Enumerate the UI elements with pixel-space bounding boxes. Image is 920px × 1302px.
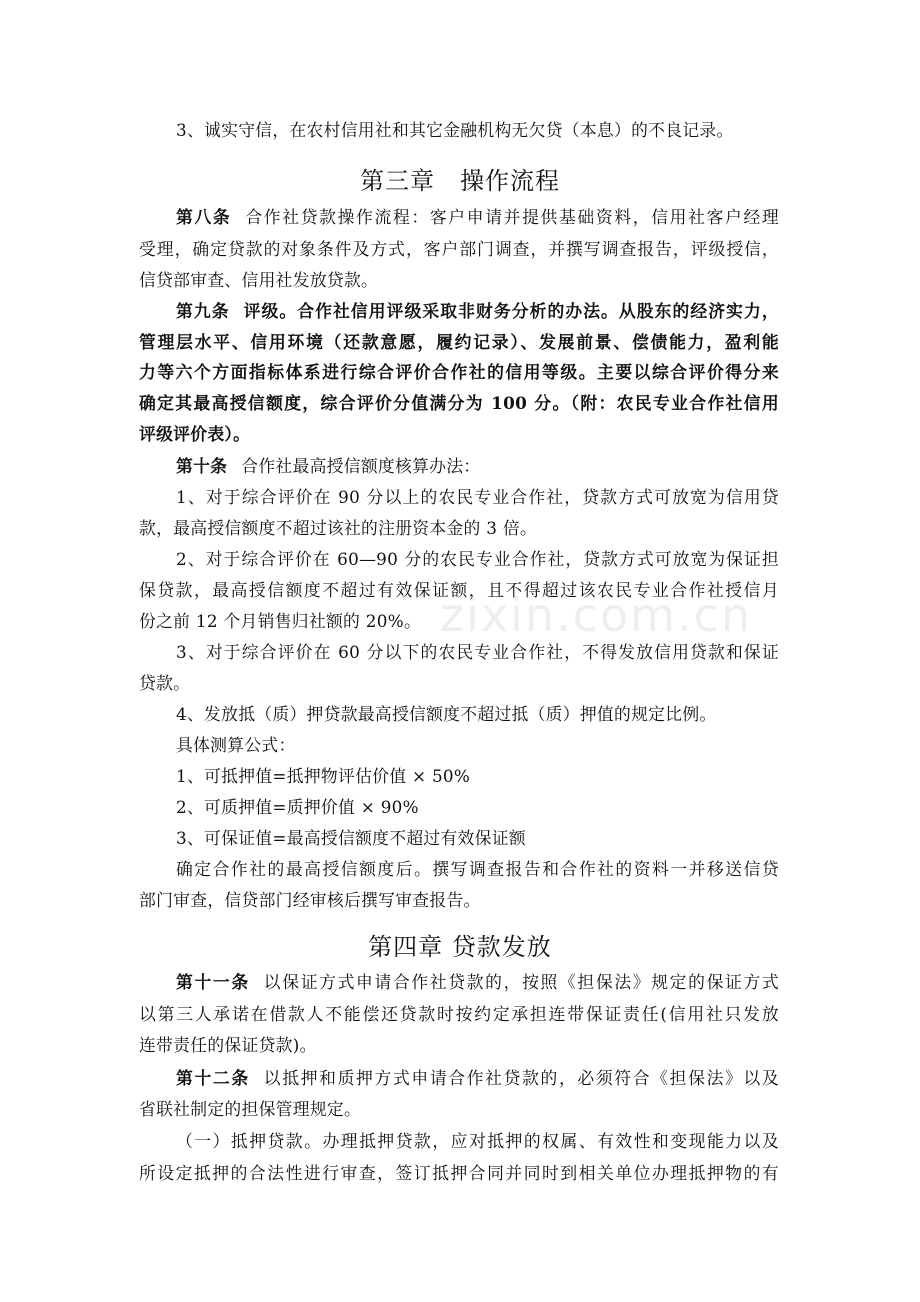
article-10-closing-line-1: 确定合作社的最高授信额度后。撰写调查报告和合作社的资料一并移送信贷: [176, 859, 779, 879]
article-11-text-1: 以保证方式申请合作社贷款的，按照《担保法》规定的保证方式: [263, 972, 779, 992]
formula-title: 具体测算公式：: [176, 735, 296, 755]
chapter-4-heading: 第四章 贷款发放: [368, 933, 552, 961]
watermark: zixin.com.cn: [440, 588, 753, 642]
article-9-line-1: [176, 300, 779, 322]
article-10-item-1-line-1: 1、对于综合评价在 90 分以上的农民专业合作社，贷款方式可放宽为信用贷: [176, 487, 779, 507]
article-12-line-2: 省联社制定的担保管理规定。: [139, 1099, 362, 1119]
article-10-item-2-line-3: 份之前 12 个月销售归社额的 20%。: [139, 611, 422, 631]
formula-2: 2、可质押值=质押价值 × 90%: [176, 797, 419, 817]
article-12-text-1: 以抵押和质押方式申请合作社贷款的，必须符合《担保法》以及: [263, 1068, 779, 1088]
article-9-label: 第九条: [176, 301, 230, 321]
article-10-item-1-line-2: 款，最高授信额度不超过该社的注册资本金的 3 倍。: [139, 518, 538, 538]
mortgage-line-1: （一）抵押贷款。办理抵押贷款，应对抵押的权属、有效性和变现能力以及: [176, 1131, 779, 1151]
article-9-line-5: 评级评价表）。: [139, 424, 251, 444]
article-10-item-2-line-2: 保贷款，最高授信额度不超过有效保证额，且不得超过该农民专业合作社授信月: [139, 580, 779, 600]
formula-3: 3、可保证值=最高授信额度不超过有效保证额: [176, 828, 526, 848]
article-9-line-3: 力等六个方面指标体系进行综合评价合作社的信用等级。主要以综合评价得分来: [139, 362, 779, 382]
article-10-item-4: 4、发放抵（质）押贷款最高授信额度不超过抵（质）押值的规定比例。: [176, 704, 717, 724]
article-10-item-3-line-1: 3、对于综合评价在 60 分以下的农民专业合作社，不得发放信用贷款和保证: [176, 642, 779, 662]
article-11-line-3: 连带责任的保证贷款)。: [139, 1035, 317, 1055]
article-10-closing-line-2: 部门审查，信贷部门经审核后撰写审查报告。: [139, 890, 481, 910]
article-9-line-2: 管理层水平、信用环境（还款意愿，履约记录）、发展前景、偿债能力，盈利能: [139, 332, 779, 352]
article-8-line-2: 受理，确定贷款的对象条件及方式，客户部门调查，并撰写调查报告，评级授信，: [139, 239, 779, 259]
article-8-text-1: 合作社贷款操作流程：客户申请并提供基础资料，信用社客户经理: [245, 207, 780, 227]
article-11-label: 第十一条: [176, 972, 250, 992]
article-12-line-1: [176, 1067, 779, 1089]
article-10-line-1: [176, 455, 779, 477]
requirement-item-3: 3、诚实守信，在农村信用社和其它金融机构无欠贷（本息）的不良记录。: [176, 120, 734, 140]
article-9-text-1: 评级。合作社信用评级采取非财务分析的办法。从股东的经济实力，: [243, 301, 779, 321]
article-8-line-1: [176, 206, 779, 228]
article-8-label: 第八条: [176, 207, 232, 227]
article-11-line-2: 以第三人承诺在借款人不能偿还贷款时按约定承担连带保证责任(信用社只发放: [139, 1004, 779, 1024]
article-8-line-3: 信贷部审查、信用社发放贷款。: [139, 270, 379, 290]
article-10-label: 第十条: [176, 456, 228, 476]
mortgage-line-2: 所设定抵押的合法性进行审查，签订抵押合同并同时到相关单位办理抵押物的有: [139, 1163, 779, 1183]
article-11-line-1: [176, 971, 779, 993]
formula-1: 1、可抵押值=抵押物评估价值 × 50%: [176, 766, 471, 786]
article-12-label: 第十二条: [176, 1068, 250, 1088]
article-10-intro: 合作社最高授信额度核算办法：: [241, 456, 481, 476]
article-10-item-2-line-1: 2、对于综合评价在 60—90 分的农民专业合作社，贷款方式可放宽为保证担: [176, 549, 779, 569]
article-9-line-4: 确定其最高授信额度，综合评价分值满分为 100 分。（附：农民专业合作社信用: [139, 393, 779, 413]
chapter-3-heading: 第三章 操作流程: [360, 167, 560, 195]
article-10-item-3-line-2: 贷款。: [139, 673, 191, 693]
